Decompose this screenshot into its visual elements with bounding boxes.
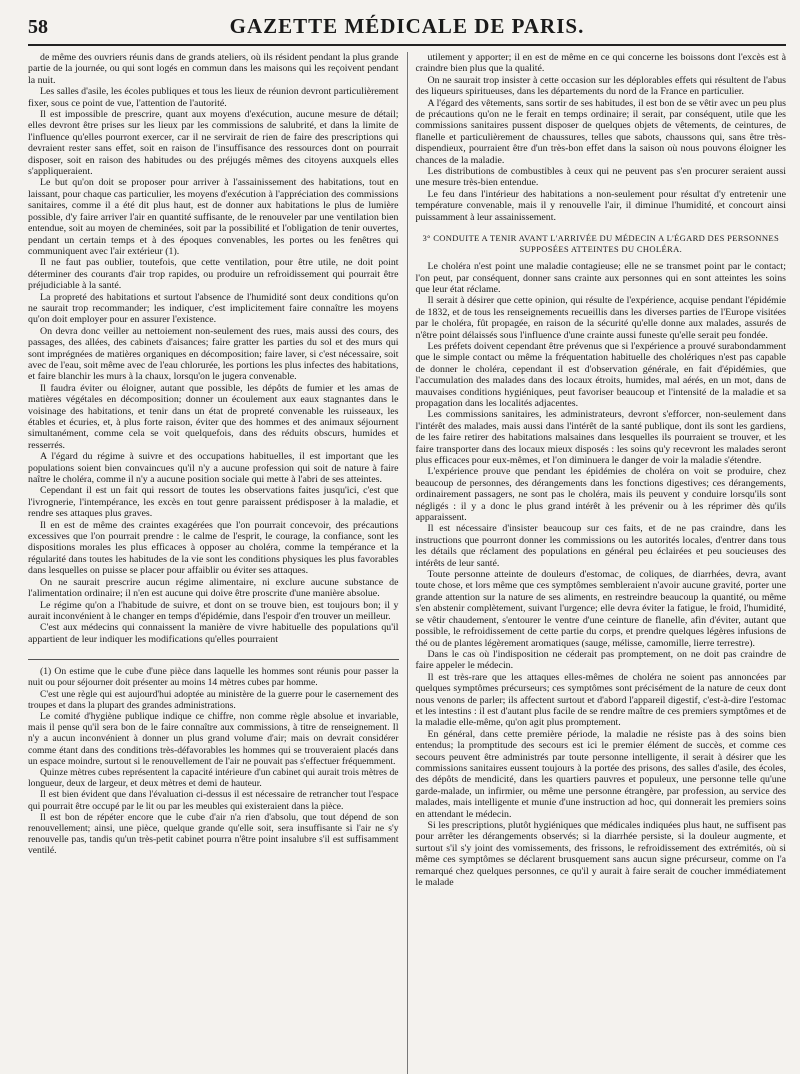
paragraph: Cependant il est un fait qui ressort de toutes les observations faites jusqu'ici, c'est que l'ivrognerie, l'intempérance, les excès en tout genre paraissent prédisposer à la maladie, et rendre ses attaques plus graves. [28,485,399,520]
paragraph: A l'égard des vêtements, sans sortir de ses habitudes, il est bon de se vêtir avec un peu plus de précautions qu'on ne le ferait en temps ordinaire; il serait, par conséquent, utile que les commissions sanitaires pussent disposer de quelques objets de vêtements, de ceintures, de flanelle et particulièrement de chaussures, telles que sabots, chaussons qui, sans être très-dispendieux, pourraient être d'un très-bon effet dans la saison où nous pouvons éloigner les chances de la maladie. [415,97,786,166]
journal-title: GAZETTE MÉDICALE DE PARIS. [229,14,585,38]
right-column [407,52,787,1074]
paragraph: Il faudra éviter ou éloigner, autant que possible, les dépôts de fumier et les amas de matières végétales en décomposition; donner un écoulement aux eaux stagnantes dans le voisinage des habitations, et tenir dans un état de propreté convenable les ruisseaux, les étables et écuries, et, à plus forte raison, éviter que des hommes et des animaux séjournent simultanément, comme cela se voit quelquefois, dans des réduits obscurs, humides et resserrés. [28,382,399,451]
paragraph: Il est très-rare que les attaques elles-mêmes de choléra ne soient pas annoncées par quelques symptômes précurseurs; ces symptômes sont précisément de la nature de ceux dont nous venons de parler; ils affectent surtout et d'abord l'appareil digestif, c'est-à-dire l'estomac et les intestins : il est d'autant plus facile de se rendre maître de ces premiers symptômes et de la maladie elle-même, qu'on agit plus promptement. [415,671,786,729]
paragraph: C'est aux médecins qui connaissent la manière de vivre habituelle des populations qu'il appartient de leur indiquer les modifications qu'elles pourraient [28,622,399,645]
footnotes [28,666,399,856]
paragraph: Si les prescriptions, plutôt hygiéniques que médicales indiquées plus haut, ne suffisent pas pour arrêter les dérangements observés; si la diarrhée persiste, si la douleur augmente, et surtout s'il s'y joint des vomissements, des frissons, le refroidissement des extrémités, où si même ces symptômes se déclarent brusquement sans aucun signe précurseur, comme on l'a remarqué chez quelques personnes, ce qu'il y aurait à faire serait de coucher immédiatement le malade [415,820,786,889]
paragraph: Dans le cas où l'indisposition ne céderait pas promptement, on ne doit pas craindre de faire appeler le médecin. [415,648,786,672]
paragraph: de même des ouvriers réunis dans de grands ateliers, où ils résident pendant la plus grande partie de la journée, ou qui sont logés en commun dans les maisons qui les reçoivent pendant la nuit. [28,52,399,86]
footnote: Quinze mètres cubes représentent la capacité intérieure d'un cabinet qui aurait trois mètres de longueur, deux de largeur, et deux mètres et demi de hauteur. [28,766,399,790]
footnote-divider [28,659,399,660]
footnote: Il est bon de répéter encore que le cube d'air n'a rien d'absolu, que tout dépend de son renouvellement; ainsi, une pièce, quelque grande qu'elle soit, sera insuffisante si l'air ne s'y renouvelle pas, tandis qu'un très-petit cabinet pourra n'être point insalubre s'il est suffisamment ventilé. [28,811,399,857]
paragraph: Le feu dans l'intérieur des habitations a non-seulement pour résultat d'y entretenir une température convenable, mais il y renouvelle l'air, il diminue l'humidité, et concourt ainsi puissamment à leur assainissement. [415,188,786,223]
section-heading-line-2: SUPPOSÉES ATTEINTES DU CHOLÉRA. [519,244,683,255]
paragraph: Toute personne atteinte de douleurs d'estomac, de coliques, de diarrhées, devra, avant toute chose, et lors même que ces symptômes sembleraient n'avoir aucune gravité, porter une grande attention sur la nature de ses aliments, en restreindre beaucoup la quantité, ou même s'en abstenir complètement, suivant l'urgence; elle devra éviter la fatigue, le froid, l'humidité, se vêtir chaudement, s'entourer le ventre d'une ceinture de flanelle, afin d'éviter, autant que possible, le refroidissement de cette partie du corps, et prendre quelques légères infusions de thé ou de plantes légèrement aromatiques (sauge, mélisse, camomille, lierre terrestre). [415,569,786,649]
footnote: (1) On estime que le cube d'une pièce dans laquelle les hommes sont réunis pour passer la nuit ou pour séjourner doit présenter au moins 14 mètres cubes par homme. [28,666,399,689]
paragraph: On devra donc veiller au nettoiement non-seulement des rues, mais aussi des cours, des passages, des allées, des cabinets d'aisances; faire gratter les parties du sol et des murs qui sont imprégnées de matières organiques en décomposition; faire laver, si c'est nécessaire, soit avec de l'eau, soit même avec de l'eau chlorurée, les portions les plus infectes des habitations, et faire blanchir les murs à la chaux, lorsqu'on le jugera convenable. [28,325,399,383]
paragraph: Il serait à désirer que cette opinion, qui résulte de l'expérience, acquise pendant l'épidémie de 1832, et de tous les renseignements recueillis dans les diverses parties de l'Europe visitées par le choléra, fût propagée, en raison de la sécurité qu'elle donne aux malades, assurés de n'être point délaissés sous l'influence d'une crainte aussi funeste qu'elle serait peu fondée. [415,295,786,341]
section-heading-line-1: 3° CONDUITE A TENIR AVANT L'ARRIVÉE DU MÉDECIN A L'ÉGARD DES PERSONNES [422,233,780,244]
paragraph: Le choléra n'est point une maladie contagieuse; elle ne se transmet point par le contact; l'on peut, par conséquent, donner sans crainte aux personnes qui en sont atteintes les soins que leur état réclame. [415,261,786,295]
footnote: Le comité d'hygiène publique indique ce chiffre, non comme règle absolue et invariable, mais il pense qu'il sera bon de le faire connaître aux commissions, à titre de renseignement. Il n'y a aucun inconvénient à donner un plus grand volume d'air; mais on devrait considérer comme étant dans des conditions très-défavorables les hommes qui se trouveraient placés dans un espace moindre, surtout si le renouvellement de l'air ne pouvait pas s'effectuer fréquemment. [28,710,399,767]
paragraph: L'expérience prouve que pendant les épidémies de choléra on voit se produire, chez beaucoup de personnes, des dérangements dans les fonctions digestives; ces dérangements, ordinairement passagers, ne sont pas le choléra, mais ils peuvent y conduire lorsqu'ils sont négligés : il y a donc le plus grand intérêt à les prévenir ou à les réprimer dès qu'ils apparaissent. [415,466,786,524]
paragraph: Le but qu'on doit se proposer pour arriver à l'assainissement des habitations, tout en laissant, pour chaque cas particulier, les moyens d'exécution à l'appréciation des commissions sanitaires, comme il a été dit plus haut, est de donner aux habitations le plus de lumière possible, d'y faire arriver l'air en quantité suffisante, de le renouveler par une ventilation bien entendue, soit au moyen de cheminées, soit par la possibilité et l'obligation de tenir ouvertes, pendant un certain temps et à des époques convenables, les portes ou les fenêtres qui communiquent avec l'air extérieur (1). [28,177,399,257]
paragraph: Le régime qu'on a l'habitude de suivre, et dont on se trouve bien, est toujours bon; il y aurait inconvénient à le changer en temps d'épidémie, dans l'espoir d'en trouver un meilleur. [28,599,399,622]
paragraph: Il est nécessaire d'insister beaucoup sur ces faits, et de ne pas craindre, dans les instructions que pourront donner les commissions ou les autorités locales, d'entrer dans tous les détails que réclament des populations en général peu éclairées et peu soucieuses des intérêts de leur santé. [415,523,786,569]
paragraph: La propreté des habitations et surtout l'absence de l'humidité sont deux conditions qu'on ne saurait trop recommander; les indiquer, c'est implicitement faire connaître les moyens qu'on doit employer pour en assurer l'existence. [28,291,399,326]
paragraph: utilement y apporter; il en est de même en ce qui concerne les boissons dont l'excès est à craindre bien plus que la qualité. [415,52,786,75]
footnote: C'est une règle qui est aujourd'hui adoptée au ministère de la guerre pour le casernement des troupes et dans la plupart des grandes administrations. [28,688,399,711]
paragraph: Il ne faut pas oublier, toutefois, que cette ventilation, pour être utile, ne doit point déterminer des courants d'air trop rapides, ou produire un refroidissement qui pourrait être préjudiciable à la santé. [28,257,399,292]
paragraph: En général, dans cette première période, la maladie ne résiste pas à des soins bien entendus; la promptitude des secours est ici le premier élément de succès, et comme ces secours peuvent être administrés par toute personne intelligente, il serait à désirer que les commissions sanitaires eussent toujours à la portée des prisons, des salles d'asile, des écoles, des dépôts de mendicité, dans les quartiers pauvres et populeux, une personne telle qu'une garde-malade, un infirmier, ou même une personne étrangère, par profession, au service des malades, mais intelligente et munie d'une instruction ad hoc, qui donnerait les premiers soins en attendant le médecin. [415,728,786,820]
page-number: 58 [28,16,48,38]
footnote: Il est bien évident que dans l'évaluation ci-dessus il est nécessaire de retrancher tout l'espace qui pourrait être occupé par le lit ou par les meubles qui existeraient dans la pièce. [28,789,399,812]
paragraph: A l'égard du régime à suivre et des occupations habituelles, il est important que les populations soient bien convaincues qu'il n'y a aucune profession qui soit de nature à faire naître le choléra, comme il n'y a aucune position sociale qui mette à l'abri de ses atteintes. [28,451,399,486]
paragraph: On ne saurait prescrire aucun régime alimentaire, ni exclure aucune substance de l'alimentation ordinaire; il n'en est aucune qui doive être proscrite d'une manière absolue. [28,576,399,600]
paragraph: Les distributions de combustibles à ceux qui ne peuvent pas s'en procurer seraient aussi une mesure très-bien entendue. [415,166,786,189]
page-header [28,14,786,46]
columns [28,52,786,1074]
paragraph: Les préfets doivent cependant être prévenus que si l'expérience a prouvé surabondamment que le simple contact ou même la fréquentation habituelle des cholériques n'est pas capable de donner le choléra, cependant il est d'observation générale, en fait d'épidémies, que l'accumulation des malades dans des locaux étroits, humides, mal aérés, en un mot, dans de mauvaises conditions hygiéniques, peut favoriser beaucoup et l'intensité de la maladie et sa propagation dans les localités adjacentes. [415,340,786,409]
paragraph: Il en est de même des craintes exagérées que l'on pourrait concevoir, des précautions excessives que l'on pourrait prendre : le calme de l'esprit, le courage, la confiance, sont les dispositions morales les plus efficaces à opposer au choléra, comme la tempérance et la régularité dans toutes les habitudes de la vie sont les conditions physiques les plus favorables dans lesquelles on puisse se placer pour affaiblir ou éviter ses attaques. [28,519,399,577]
paragraph: On ne saurait trop insister à cette occasion sur les déplorables effets qui résultent de l'abus des liqueurs spiritueuses, dans les départements du nord de la France en particulier. [415,74,786,98]
paragraph: Les salles d'asile, les écoles publiques et tous les lieux de réunion devront particulièrement fixer, sous ce point de vue, l'attention de l'autorité. [28,86,399,109]
section-heading [420,233,783,255]
paragraph: Les commissions sanitaires, les administrateurs, devront s'efforcer, non-seulement dans l'intérêt des malades, mais aussi dans l'intérêt de la santé publique, dont ils sont les gardiens, de les faire retirer des habitations malsaines dans lesquelles ils pourraient se trouver, et les faire transporter dans des locaux mieux disposés : les soins qu'y recevront les malades seront plus efficaces pour eux-mêmes, et l'on diminuera le danger de voir la maladie s'étendre. [415,409,786,466]
paragraph: Il est impossible de prescrire, quant aux moyens d'exécution, aucune mesure de détail; elles devront être prises sur les lieux par les commissions de salubrité, et dans la limite de l'influence qu'elles pourront exercer, car il ne servirait de rien de faire des prescriptions qui devraient rester sans effet, soit en raison de l'insuffisance des ressources dont on pourrait disposer, soit en raison des habitudes ou des préjugés mêmes des citoyens auxquels elles s'appliqueraient. [28,109,399,178]
left-column [28,52,399,1074]
